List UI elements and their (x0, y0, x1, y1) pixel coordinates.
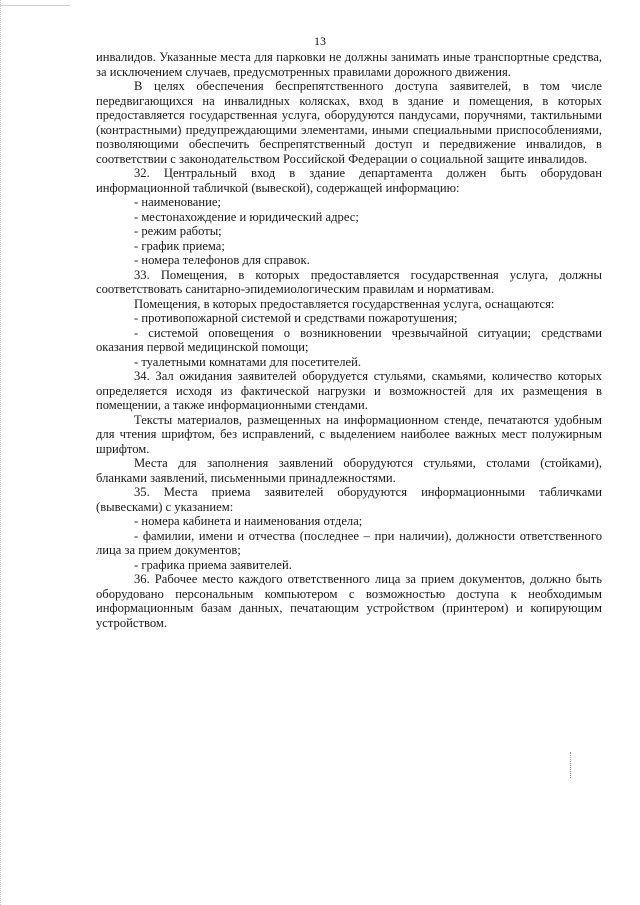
paragraph-premises-equipped: Помещения, в которых предоставляется государственная услуга, оснащаются: (134, 296, 555, 311)
page-number: 13 (314, 34, 326, 48)
list-item-alert-system: - системой оповещения о возникновении чрезвычайной ситуации; средствами оказания первой медицинской помощи; (96, 325, 602, 354)
list-item-cabinet-number: - номера кабинета и наименования отдела; (134, 514, 363, 528)
list-item-address: - местонахождение и юридический адрес; (134, 209, 359, 224)
paragraph-filling-places: Места для заполнения заявлений оборудуются стульями, столами (стойками), бланками заявлений, письменными принадлежностями. (96, 456, 602, 485)
scan-artifact-dots (570, 752, 573, 778)
paragraph-parking-continuation: инвалидов. Указанные места для парковки не должны занимать иные транспортные средства, за исключением случаев, предусмотренных правилами дорожного движения. (96, 50, 602, 79)
paragraph-stand-texts: Тексты материалов, размещенных на информационном стенде, печатаются удобным для чтения шрифтом, без исправлений, с выделением наиболее важных мест полужирным шрифтом. (96, 412, 602, 456)
list-item-work-mode: - режим работы; (134, 224, 222, 238)
list-item-phones: - номера телефонов для справок. (134, 253, 310, 267)
list-item-reception-schedule: - графика приема заявителей. (134, 557, 292, 572)
list-item-responsible-person: - фамилии, имени и отчества (последнее – при наличии), должности ответственного лица за прием документов; (96, 528, 602, 557)
list-item-schedule: - график приема; (134, 238, 225, 253)
list-item-name: - наименование; (134, 195, 221, 209)
paragraph-33-premises: 33. Помещения, в которых предоставляется государственная услуга, должны соответствовать санитарно-эпидемиологическим правилам и нормативам. (96, 267, 602, 296)
paragraph-34-waiting-hall: 34. Зал ожидания заявителей оборудуется стульями, скамьями, количество которых определяется исходя из фактической нагрузки и возможностей для их размещения в помещении, а также информационными стендами. (96, 369, 602, 412)
paragraph-32-entrance-sign: 32. Центральный вход в здание департамента должен быть оборудован информационной табличкой (вывеской), содержащей информацию: (96, 166, 602, 195)
list-item-toilets: - туалетными комнатами для посетителей. (134, 354, 361, 369)
scan-corner-mark (0, 0, 70, 6)
paragraph-35-reception-places: 35. Места приема заявителей оборудуются информационными табличками (вывесками) с указанием: (96, 485, 602, 514)
document-body (96, 50, 602, 630)
scan-left-edge (0, 0, 5, 905)
list-item-fire-system: - противопожарной системой и средствами пожаротушения; (134, 311, 458, 325)
paragraph-accessibility: В целях обеспечения беспрепятственного доступа заявителей, в том числе передвигающихся на инвалидных колясках, вход в здание и помещения, в которых предоставляется государственная услуга, оборудуются пандусами, поручнями, тактильными (контрастными) предупреждающими элементами, иными специальными приспособлениями, позволяющими обеспечить беспрепятственный доступ и передвижение инвалидов, в соответствии с законодательством Российской Федерации о социальной защите инвалидов. (96, 79, 602, 166)
paragraph-36-workplace: 36. Рабочее место каждого ответственного лица за прием документов, должно быть оборудовано персональным компьютером с возможностью доступа к необходимым информационным базам данных, печатающим устройством (принтером) и копирующим устройством. (96, 572, 602, 630)
